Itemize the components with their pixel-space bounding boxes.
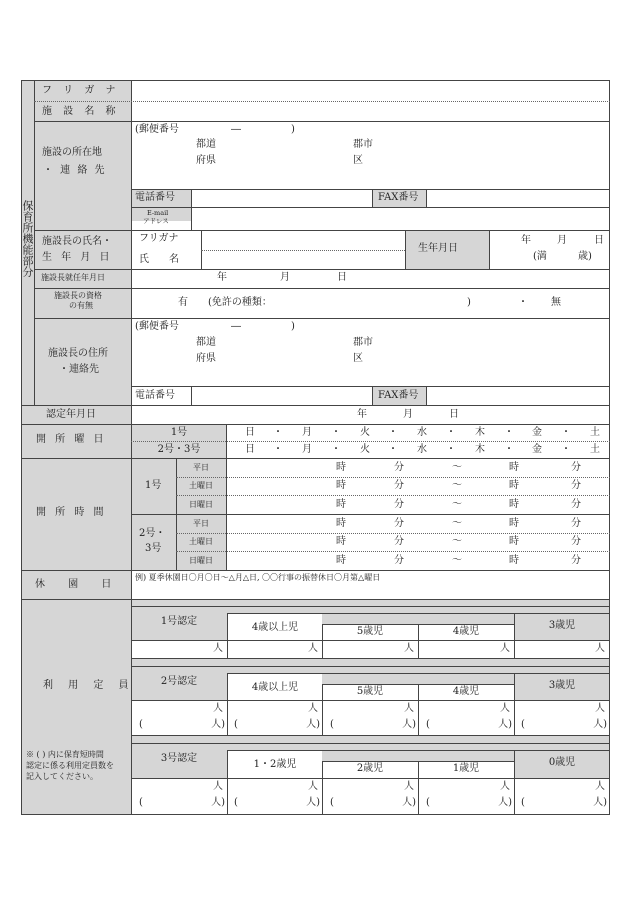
appointment-month: 月: [280, 272, 290, 283]
cert2-person-3: 人: [500, 703, 510, 714]
cert2-paren-1: (: [234, 719, 238, 730]
email-label-1: E-mail: [147, 209, 169, 217]
open-days-group-1: 1号: [170, 427, 188, 438]
minute-end-3: 分: [571, 518, 581, 529]
cert3-short-4: 人): [593, 797, 607, 808]
day-type-4: 土曜日: [189, 537, 213, 546]
cert1-person-0: 人: [213, 643, 223, 654]
day-type-2: 日曜日: [189, 500, 213, 509]
cert2-short-1: 人): [306, 719, 320, 730]
weekday-sep-0-5: ・: [388, 427, 398, 438]
cert3-person-1: 人: [308, 781, 318, 792]
hour-end-5: 時: [509, 555, 519, 566]
cert3-age0: 0歳児: [548, 757, 576, 768]
location-label-1: 施設の所在地: [42, 147, 102, 158]
weekday-1-10: 金: [532, 444, 542, 455]
weekday-0-12: 土: [590, 427, 600, 438]
weekday-sep-1-1: ・: [273, 444, 283, 455]
director-label-2: 生 年 月 日: [42, 252, 113, 263]
minute-end-2: 分: [571, 499, 581, 510]
cert1-label: 1号認定: [160, 616, 198, 627]
day-type-0: 平日: [193, 463, 209, 472]
weekday-sep-1-7: ・: [446, 444, 456, 455]
minute-end-4: 分: [571, 536, 581, 547]
weekday-sep-0-9: ・: [504, 427, 514, 438]
open-days-group-23: 2号・3号: [157, 444, 201, 455]
city-top: 郡市: [353, 139, 373, 150]
license-close: ): [467, 297, 471, 308]
weekday-1-12: 土: [590, 444, 600, 455]
tilde-2: ～: [452, 499, 462, 510]
cert2-age3: 3歳児: [548, 680, 576, 691]
director-label-1: 施設長の氏名・: [42, 236, 112, 247]
furigana-small: フリガナ: [139, 233, 179, 244]
minute-start-5: 分: [394, 555, 404, 566]
birth-day: 日: [594, 235, 604, 246]
weekday-1-4: 火: [360, 444, 370, 455]
city-bottom-2: 区: [353, 353, 363, 364]
hour-start-2: 時: [336, 499, 346, 510]
hour-start-4: 時: [336, 536, 346, 547]
cert3-short-2: 人): [402, 797, 416, 808]
name-small: 氏 名: [139, 254, 179, 265]
weekday-sep-1-11: ・: [561, 444, 571, 455]
weekday-0-8: 木: [475, 427, 485, 438]
cert2-age4: 4歳児: [452, 686, 480, 697]
minute-start-0: 分: [394, 462, 404, 473]
director-address-label-1: 施設長の住所: [48, 348, 108, 359]
open-hours-label: 開 所 時 間: [36, 507, 107, 518]
fax-label: FAX番号: [378, 192, 419, 203]
hours-group-23-1: 2号・: [139, 528, 166, 539]
day-type-1: 土曜日: [189, 481, 213, 490]
qualification-dot: ・: [518, 297, 528, 308]
note-line-2: 認定に係る利用定員数を: [26, 761, 114, 770]
holidays-example: 例) 夏季休園日〇月〇日～△月△日, 〇〇行事の振替休日〇月第△曜日: [135, 573, 381, 582]
qualification-has: 有: [178, 297, 188, 308]
certification-date-label: 認定年月日: [46, 409, 96, 420]
hours-group-23-2: 3号: [145, 543, 162, 554]
holidays-label: 休 園 日: [35, 579, 122, 590]
license-type: (免許の種類：: [208, 297, 272, 308]
city-top-2: 郡市: [353, 337, 373, 348]
postal-close-2: ): [291, 321, 295, 332]
weekday-sep-0-1: ・: [273, 427, 283, 438]
day-type-3: 平日: [193, 519, 209, 528]
cert3-short-1: 人): [306, 797, 320, 808]
day-type-5: 日曜日: [189, 556, 213, 565]
cert3-age12: 1・2歳児: [253, 759, 297, 770]
weekday-1-8: 木: [475, 444, 485, 455]
weekday-sep-1-9: ・: [504, 444, 514, 455]
prefecture-top: 都道: [196, 139, 216, 150]
prefecture-top-2: 都道: [196, 337, 216, 348]
hours-group-1: 1号: [145, 480, 162, 491]
tilde-0: ～: [452, 462, 462, 473]
hour-start-1: 時: [336, 480, 346, 491]
city-bottom: 区: [353, 155, 363, 166]
cert2-short-4: 人): [593, 719, 607, 730]
hour-start-3: 時: [336, 518, 346, 529]
hour-start-5: 時: [336, 555, 346, 566]
cert3-person-3: 人: [500, 781, 510, 792]
cert1-person-2: 人: [404, 643, 414, 654]
facility-form: [21, 80, 610, 815]
phone-label-2: 電話番号: [135, 390, 175, 401]
cert2-age5: 5歳児: [356, 686, 384, 697]
weekday-sep-1-5: ・: [388, 444, 398, 455]
cert3-person-4: 人: [595, 781, 605, 792]
cert2-short-2: 人): [402, 719, 416, 730]
weekday-1-0: 日: [245, 444, 255, 455]
hour-start-0: 時: [336, 462, 346, 473]
birth-date-label: 生年月日: [418, 243, 458, 254]
cert3-short-0: 人): [211, 797, 225, 808]
qualification-label-2: の有無: [69, 301, 93, 310]
prefecture-bottom-2: 府県: [196, 353, 216, 364]
weekday-sep-0-11: ・: [561, 427, 571, 438]
cert2-paren-3: (: [426, 719, 430, 730]
weekday-1-6: 水: [417, 444, 427, 455]
cert3-paren-4: (: [521, 797, 525, 808]
certification-day: 日: [449, 409, 459, 420]
cert1-age3: 3歳児: [548, 620, 576, 631]
weekday-0-6: 水: [417, 427, 427, 438]
minute-start-2: 分: [394, 499, 404, 510]
cert-bar-3: [131, 735, 610, 743]
certification-year: 年: [357, 409, 367, 420]
fax-label-2: FAX番号: [378, 390, 419, 401]
weekday-sep-1-3: ・: [331, 444, 341, 455]
cert3-age2: 2歳児: [356, 763, 384, 774]
tilde-4: ～: [452, 536, 462, 547]
postal-dash-2: ―: [231, 321, 241, 332]
minute-start-1: 分: [394, 480, 404, 491]
weekday-0-0: 日: [245, 427, 255, 438]
age-open: (満: [533, 251, 547, 262]
hour-end-1: 時: [509, 480, 519, 491]
minute-end-5: 分: [571, 555, 581, 566]
cert3-label: 3号認定: [160, 753, 198, 764]
cert3-person-2: 人: [404, 781, 414, 792]
appointment-date-label: 施設長就任年月日: [41, 273, 105, 282]
furigana-label: フ リ ガ ナ: [42, 85, 120, 96]
minute-start-3: 分: [394, 518, 404, 529]
qualification-label-1: 施設長の資格: [54, 291, 102, 300]
cert3-paren-2: (: [330, 797, 334, 808]
hour-end-2: 時: [509, 499, 519, 510]
cert1-age4: 4歳児: [452, 626, 480, 637]
minute-end-0: 分: [571, 462, 581, 473]
weekday-0-2: 月: [302, 427, 312, 438]
director-address-label-2: ・連絡先: [59, 364, 99, 375]
cert2-paren-0: (: [139, 719, 143, 730]
hour-end-4: 時: [509, 536, 519, 547]
hour-end-0: 時: [509, 462, 519, 473]
cert2-person-2: 人: [404, 703, 414, 714]
tilde-3: ～: [452, 518, 462, 529]
weekday-0-10: 金: [532, 427, 542, 438]
cert1-person-4: 人: [595, 643, 605, 654]
cert1-person-1: 人: [308, 643, 318, 654]
cert2-label: 2号認定: [160, 676, 198, 687]
facility-name-label: 施 設 名 称: [42, 106, 120, 117]
minute-start-4: 分: [394, 536, 404, 547]
tilde-1: ～: [452, 480, 462, 491]
cert2-person-0: 人: [213, 703, 223, 714]
certification-month: 月: [403, 409, 413, 420]
cert1-age5: 5歳児: [356, 626, 384, 637]
birth-month: 月: [557, 235, 567, 246]
cert-bar-1: [131, 599, 610, 606]
cert3-paren-3: (: [426, 797, 430, 808]
note-line-3: 記入してください。: [26, 772, 98, 781]
prefecture-bottom: 府県: [196, 155, 216, 166]
email-label-2: アドレス: [143, 217, 169, 225]
cert2-short-3: 人): [498, 719, 512, 730]
cert2-paren-4: (: [521, 719, 525, 730]
age-close: 歳): [578, 251, 592, 262]
cert2-over4: 4歳以上児: [251, 682, 299, 693]
location-label-2: ・ 連 絡 先: [43, 165, 107, 176]
postal-open: (郵便番号: [135, 124, 179, 135]
postal-open-2: (郵便番号: [135, 321, 179, 332]
tilde-5: ～: [452, 555, 462, 566]
cert2-short-0: 人): [211, 719, 225, 730]
weekday-0-4: 火: [360, 427, 370, 438]
cert3-paren-0: (: [139, 797, 143, 808]
capacity-label: 利 用 定 員: [43, 680, 135, 691]
qualification-none: 無: [551, 297, 561, 308]
cert3-age1: 1歳児: [452, 763, 480, 774]
birth-year: 年: [521, 235, 531, 246]
cert3-short-3: 人): [498, 797, 512, 808]
cert2-person-4: 人: [595, 703, 605, 714]
appointment-year: 年: [217, 272, 227, 283]
postal-dash: ―: [231, 124, 241, 135]
appointment-day: 日: [337, 272, 347, 283]
cert1-person-3: 人: [500, 643, 510, 654]
postal-close: ): [291, 124, 295, 135]
hour-end-3: 時: [509, 518, 519, 529]
minute-end-1: 分: [571, 480, 581, 491]
weekday-sep-0-3: ・: [331, 427, 341, 438]
open-days-label: 開 所 曜 日: [36, 434, 107, 445]
cert3-paren-1: (: [234, 797, 238, 808]
weekday-1-2: 月: [302, 444, 312, 455]
cert-bar-2: [131, 658, 610, 666]
phone-label: 電話番号: [135, 192, 175, 203]
cert2-person-1: 人: [308, 703, 318, 714]
cert1-over4: 4歳以上児: [251, 622, 299, 633]
side-label: 保育所機能部分: [21, 200, 34, 277]
cert2-paren-2: (: [330, 719, 334, 730]
cert3-person-0: 人: [213, 781, 223, 792]
note-line-1: ※ ( ) 内に保育短時間: [26, 750, 104, 759]
weekday-sep-0-7: ・: [446, 427, 456, 438]
